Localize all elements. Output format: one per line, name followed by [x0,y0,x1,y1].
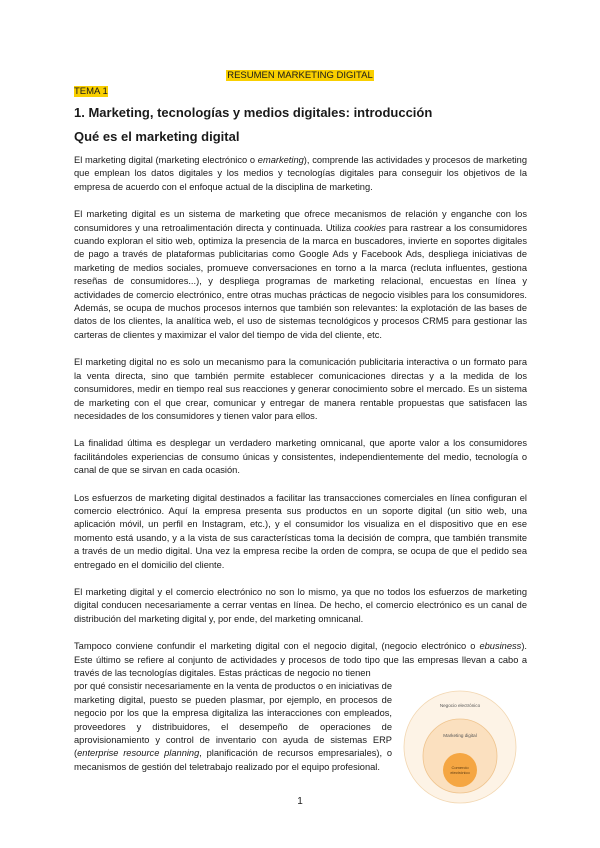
p7s-text-b: , planificación de recursos empresariales), o mecanismos de gestión del teletrabajo realizado por el equipo profesional. [74,748,392,772]
p7s-italic: enterprise resource planning [77,748,200,759]
outer-circle-label: Negocio electrónico [439,703,481,709]
subsection-heading: Qué es el marketing digital [74,129,240,144]
paragraph-2 [74,208,527,342]
paragraph-1 [74,154,527,194]
document-title-text: RESUMEN MARKETING DIGITAL [227,70,373,81]
p7-text-a: Tampoco conviene confundir el marketing digital con el negocio digital, (negocio electrónico o [74,641,480,652]
paragraph-7 [74,640,527,680]
topic-label [74,86,108,98]
p7-italic: ebusiness [479,641,522,652]
page-number: 1 [297,796,303,807]
p2-text-a: El marketing digital es un sistema de marketing que ofrece mecanismos de relación y enganche con los consumidores y una retroalimentación directa y continuada. Utiliza [74,209,527,233]
diagram-svg [396,690,524,804]
paragraph-3: El marketing digital no es solo un mecanismo para la comunicación publicitaria interactiva o un formato para la venta directa, sino que también permite establecer comunicaciones directas y a la medida de los consumidores, medir en tiempo real sus reacciones y generar conocimiento sobre el mercado. Es un sistema de marketing con el que crear, comunicar y entregar de manera rentable propuestas que satisfacen las necesidades de los consumidores y tienen valor para ellos. [74,357,527,421]
p1-italic: emarketing [257,155,304,165]
paragraph-6: El marketing digital y el comercio electrónico no son lo mismo, ya que no todos los esfuerzos de marketing digital conducen necesariamente a cerrar ventas en línea. De hecho, el comercio electrónico es un canal de distribución del marketing digital y, por ende, del marketing omnicanal. [74,586,527,624]
paragraph-7-split [74,680,527,774]
body-text [74,154,527,774]
concentric-diagram [392,680,527,774]
paragraph-4: La finalidad última es desplegar un verdadero marketing omnicanal, que aporte valor a los consumidores facilitándoles experiencias de consumo únicas y consistentes, independientemente del medio, tecnología o canal de que se sirvan en cada ocasión. [74,438,527,476]
section-heading: 1. Marketing, tecnologías y medios digitales: introducción [74,105,433,120]
inner-circle-label-line1: Comercio [451,765,469,771]
p1-text-a: El marketing digital (marketing electrónico o [74,155,258,165]
paragraph-5: Los esfuerzos de marketing digital destinados a facilitar las transacciones comerciales en línea configuran el comercio electrónico. Aquí la empresa presenta sus productos en un soporte digital (un sitio web, una aplicación móvil, un perfil en Instagram, etc.), y el consumidor los visualiza en el dispositivo que en ese momento está usando, y a la vista de sus características toma la decisión de compra, que también transmite a través de un medio digital. Una vez la empresa recibe la orden de compra, se ocupa de que el pedido sea entregado en el domicilio del cliente. [74,492,527,570]
p7s-text-a: por qué consistir necesariamente en la venta de productos o en iniciativas de marketing digital, puesto se pueden plasmar, por ejemplo, en procesos de negocio por los que la empresa digitaliza las interacciones con empleados, proveedores y distribuidores, el desempeño de operaciones de aprovisionamiento y control de inventario con ayuda de sistemas ERP ( [74,681,392,759]
inner-circle-label-line2: electrónico [450,770,470,776]
topic-label-text: TEMA 1 [74,86,108,97]
p2-italic: cookies [354,222,386,233]
document-title [0,70,600,82]
paragraph-7-continued [74,680,392,774]
middle-circle-label: Marketing digital [443,733,477,739]
p7-text-b: ). Este último se refiere al conjunto de actividades y procesos de todo tipo que las empresas llevan a cabo a través de las tecnologías digitales. Estas prácticas de negocio no tienen [74,641,527,678]
p2-text-b: para rastrear a los consumidores cuando exploran el sitio web, optimiza la presencia de la marca en buscadores, invierte en soportes digitales de pago a través de plataformas publicitarias como Google Ads y Facebook Ads, despliega iniciativas de marketing de medios sociales, promueve conversaciones en torno a la marca (recluta influentes, gestiona reseñas de consumidores...), y despliega programas de marketing relacional, encuestas en línea y actividades de comercio electrónico, entre otras muchas prácticas de negocio visibles para los consumidores. Además, se ocupa de muchos procesos internos que también son relevantes: la explotación de las bases de datos de los clientes, la analítica web, el uso de sistemas tecnológicos y procesos CRM5 para gestionar las carteras de clientes y maximizar el valor del tiempo de vida del cliente, etc. [74,222,527,340]
p1-text-b: ), comprende las actividades y procesos de marketing que emplean los datos digitales y los medios y tecnologías digitales para conseguir los objetivos de la empresa de acuerdo con el enfoque actual de la disciplina de marketing. [74,155,528,192]
